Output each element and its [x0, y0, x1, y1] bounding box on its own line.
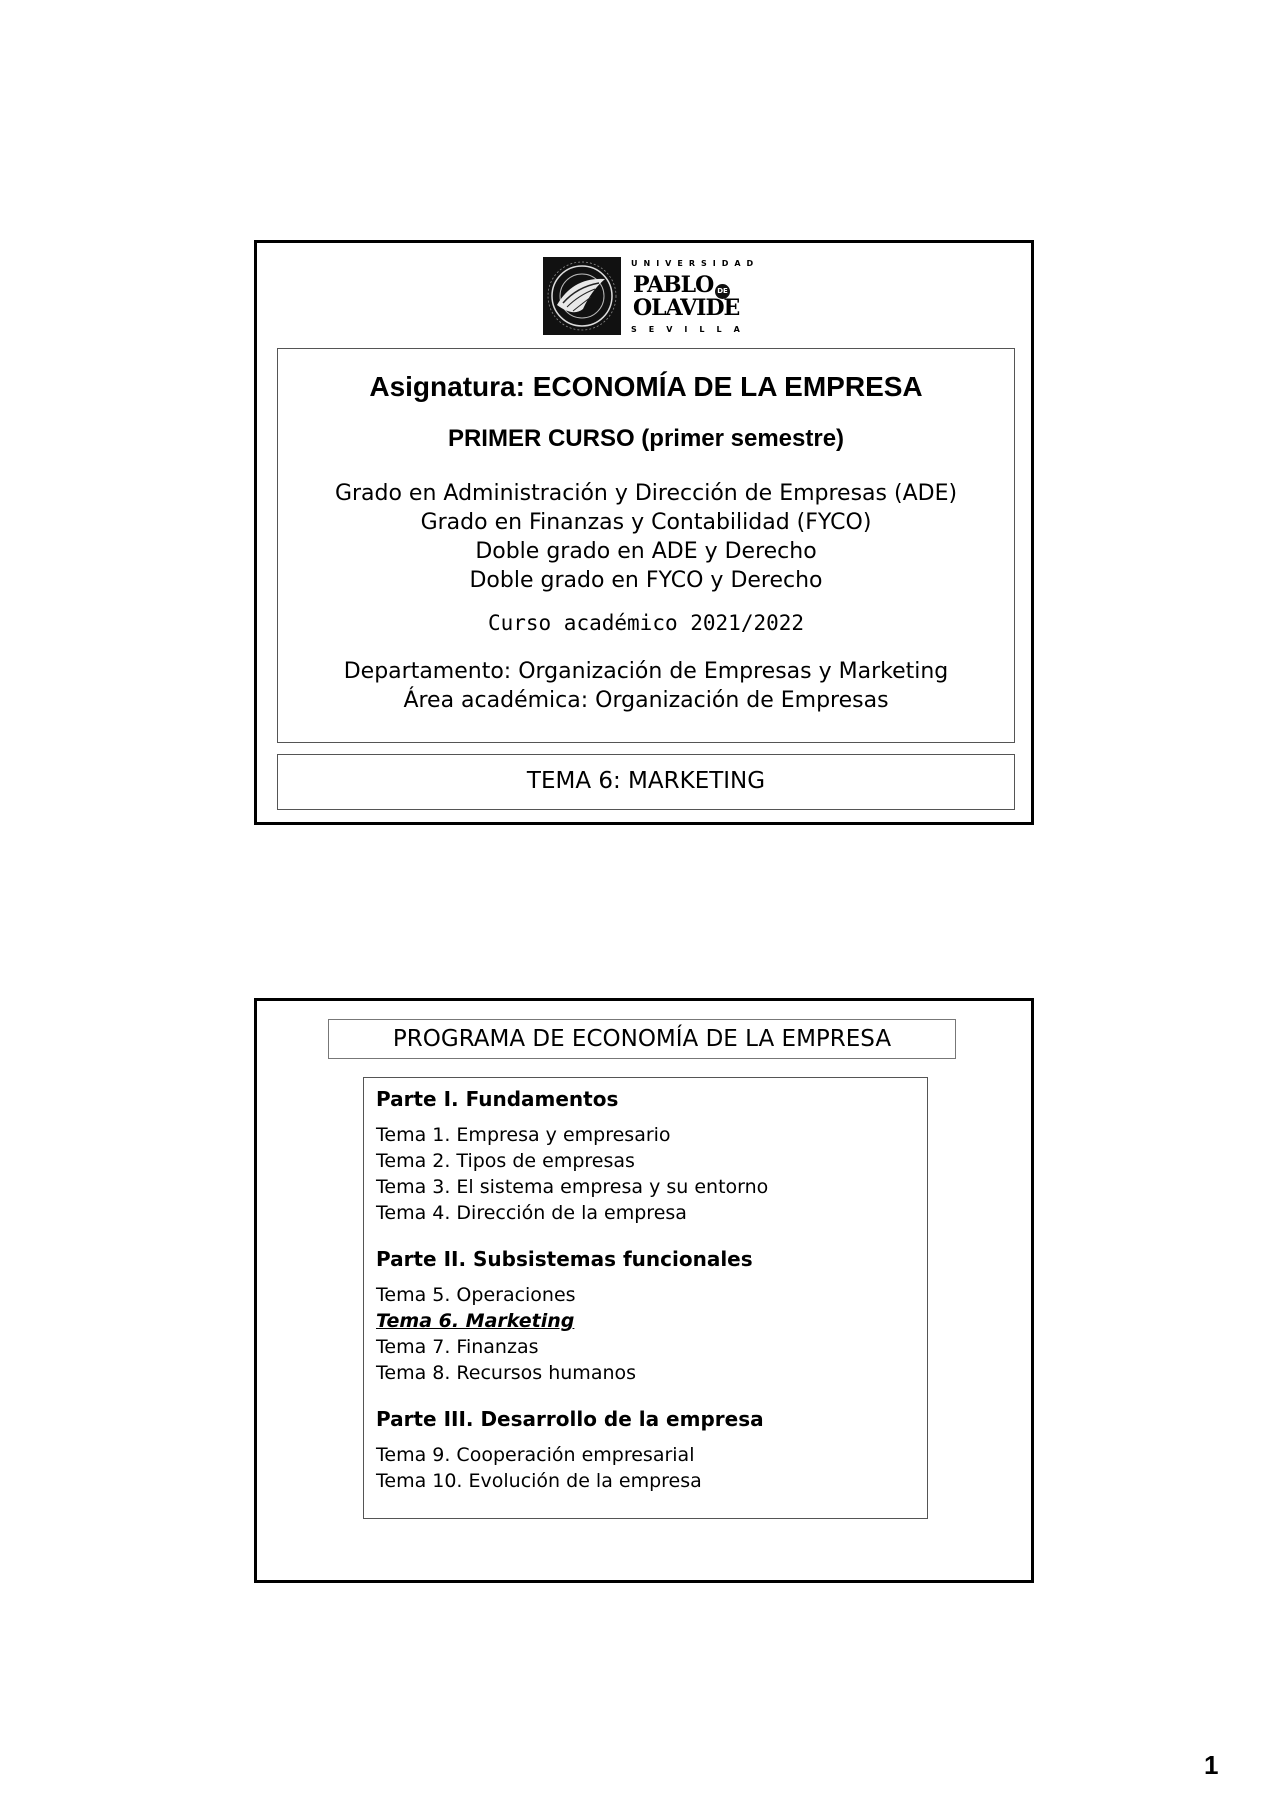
university-logo [543, 257, 760, 337]
program-slide [254, 998, 1034, 1583]
topic-item: Tema 9. Cooperación empresarial [376, 1444, 695, 1466]
logo-bottom-text: SEVILLA [631, 325, 752, 334]
course-level: PRIMER CURSO (primer semestre) [447, 425, 845, 452]
part-title: Parte III. Desarrollo de la empresa [376, 1407, 764, 1431]
logo-top-text: UNIVERSIDAD [631, 259, 760, 268]
topic-item-current: Tema 6. Marketing [376, 1310, 575, 1332]
topic-title: TEMA 6: MARKETING [277, 754, 1015, 810]
logo-de: DE [715, 284, 730, 299]
title-slide [254, 240, 1034, 825]
topic-list [376, 1442, 915, 1494]
topic-list [376, 1122, 915, 1226]
topic-item: Tema 2. Tipos de empresas [376, 1150, 635, 1172]
academic-area: Área académica: Organización de Empresas [403, 688, 889, 713]
topic-item: Tema 3. El sistema empresa y su entorno [376, 1176, 769, 1198]
topic-item: Tema 7. Finanzas [376, 1336, 539, 1358]
degree-item: Doble grado en ADE y Derecho [475, 539, 817, 564]
university-emblem-icon [543, 257, 621, 335]
program-outline [363, 1077, 928, 1519]
part-title: Parte II. Subsistemas funcionales [376, 1247, 753, 1271]
program-header: PROGRAMA DE ECONOMÍA DE LA EMPRESA [328, 1019, 956, 1059]
topic-item: Tema 1. Empresa y empresario [376, 1124, 671, 1146]
degree-item: Grado en Finanzas y Contabilidad (FYCO) [420, 510, 872, 535]
academic-year: Curso académico 2021/2022 [487, 611, 805, 635]
topic-item: Tema 10. Evolución de la empresa [376, 1470, 702, 1492]
topic-item: Tema 5. Operaciones [376, 1284, 576, 1306]
logo-line1: PABLO [633, 272, 714, 298]
part-title: Parte I. Fundamentos [376, 1087, 619, 1111]
degree-list [278, 479, 1014, 595]
page-number: 1 [1204, 1750, 1219, 1780]
degree-item: Doble grado en FYCO y Derecho [469, 568, 823, 593]
logo-line2: OLAVIDE [633, 295, 740, 321]
topic-list [376, 1282, 915, 1386]
degree-item: Grado en Administración y Dirección de Empresas (ADE) [334, 481, 958, 506]
course-info-box [277, 348, 1015, 743]
topic-item: Tema 8. Recursos humanos [376, 1362, 637, 1384]
department: Departamento: Organización de Empresas y Marketing [343, 659, 949, 684]
subject-title: Asignatura: ECONOMÍA DE LA EMPRESA [369, 371, 923, 402]
department-info [278, 657, 1014, 715]
topic-item: Tema 4. Dirección de la empresa [376, 1202, 687, 1224]
